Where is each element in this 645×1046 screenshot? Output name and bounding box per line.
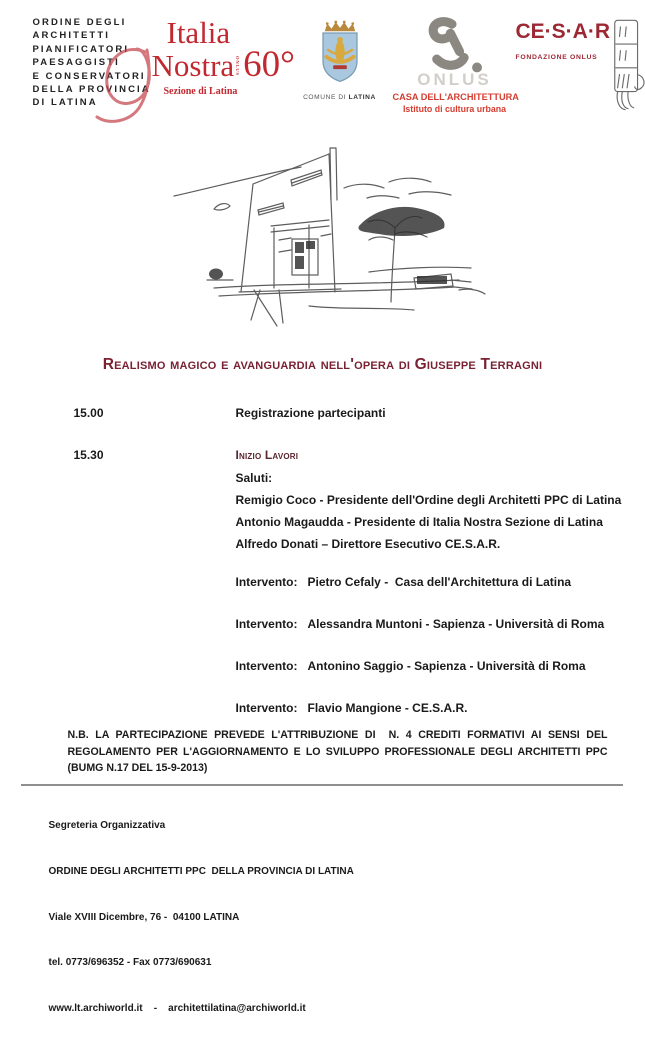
event-title: Realismo magico e avanguardia nell'opera di Giuseppe Terragni: [102, 356, 543, 373]
greeting-line: Remigio Coco - Presidente dell'Ordine degli Architetti PPC di Latina: [235, 493, 622, 507]
intervento-label: Intervento:: [235, 617, 298, 631]
intervento-label: Intervento:: [235, 701, 298, 715]
italia-nostra-word1: Italia: [166, 15, 231, 50]
intervento-speaker: Antonino Saggio - Sapienza - Università di Roma: [307, 659, 586, 673]
terragni-building-sketch: [159, 140, 504, 338]
italia-nostra-60-anniversary: 60°: [243, 44, 295, 85]
credits-note: N.B. LA PARTECIPAZIONE PREVEDE L'ATTRIBUZIONE DI N. 4 CREDITI FORMATIVI AI SENSI DEL REGOLAMENTO PER L'AGGIORNAMENTO E LO SVILUPPO PROFESSIONALE DEGLI ARCHITETTI PPC (BUMG N.17 DEL 15-9-2013): [67, 729, 611, 774]
comune-crest-icon: [313, 16, 367, 84]
event-flyer-page: [11, 0, 635, 1014]
casa-caption-line1: CASA DELL'ARCHITETTURA: [392, 92, 519, 102]
italia-nostra-onlus-vertical: ONLUS: [235, 56, 241, 76]
comune-di-latina-logo: [299, 16, 381, 101]
ordine-logo-line: ORDINE DEGLI: [32, 17, 127, 28]
saluti-label: Saluti:: [235, 471, 273, 485]
intervento-row: [236, 659, 586, 673]
registration-text: Registrazione partecipanti: [235, 406, 386, 420]
ordine-logo-line: E CONSERVATORI: [32, 70, 146, 82]
footer-line: Viale XVIII Dicembre, 76 - 04100 LATINA: [48, 911, 240, 923]
ordine-logo-line: DI LATINA: [32, 97, 98, 109]
cesar-tower-sketch-icon: [610, 16, 645, 114]
footer-divider: [21, 784, 623, 786]
casa-onlus-watermark: ONLUS: [417, 70, 492, 89]
time-1500: 15.00: [73, 406, 104, 420]
greeting-line: Alfredo Donati – Direttore Esecutivo CE.S.A.R.: [235, 537, 501, 551]
footer-line: ORDINE DEGLI ARCHITETTI PPC DELLA PROVINCIA DI LATINA: [48, 866, 354, 878]
intervento-speaker: Alessandra Muntoni - Sapienza - Università di Roma: [307, 617, 605, 631]
footer-line: tel. 0773/696352 - Fax 0773/690631: [48, 957, 212, 969]
footer-line: Segreteria Organizzativa: [48, 820, 166, 832]
ordine-architetti-logo: [33, 16, 151, 110]
intervento-row: [236, 575, 572, 589]
intervento-speaker: Pietro Cefaly - Casa dell'Architettura di Latina: [307, 575, 572, 589]
footer-line: www.lt.archiworld.it - architettilatina@archiworld.it: [48, 1002, 306, 1014]
intervento-label: Intervento:: [235, 575, 298, 589]
ordine-logo-line: PAESAGGISTI: [32, 57, 120, 69]
italia-nostra-subtitle: Sezione di Latina: [163, 86, 238, 97]
intervento-label: Intervento:: [235, 659, 298, 673]
cesar-logo: [516, 16, 626, 114]
footer-block: [49, 788, 354, 1046]
comune-caption: COMUNE DI LATINA: [303, 94, 376, 101]
italia-nostra-logo: [151, 15, 295, 97]
time-1530: 15.30: [73, 448, 104, 462]
greeting-line: Antonio Magaudda - Presidente di Italia Nostra Sezione di Latina: [235, 515, 603, 529]
ordine-logo-line: PIANIFICATORI: [32, 43, 130, 55]
ordine-logo-line: DELLA PROVINCIA: [32, 84, 151, 96]
cesar-name: CE·S·A·R: [515, 20, 610, 43]
casa-caption-line2: Istituto di cultura urbana: [402, 104, 507, 114]
italia-nostra-word2: Nostra: [151, 48, 235, 83]
intervento-row: [236, 701, 468, 715]
ordine-logo-line: ARCHITETTI: [32, 30, 110, 42]
ordine-red-a-icon: [61, 24, 165, 124]
inizio-lavori-heading: Inizio Lavori: [235, 448, 299, 462]
intervento-row: [236, 617, 605, 631]
casa-architettura-logo: [392, 12, 519, 114]
intervento-speaker: Flavio Mangione - CE.S.A.R.: [307, 701, 468, 715]
cesar-subtitle: FONDAZIONE ONLUS: [515, 54, 598, 61]
